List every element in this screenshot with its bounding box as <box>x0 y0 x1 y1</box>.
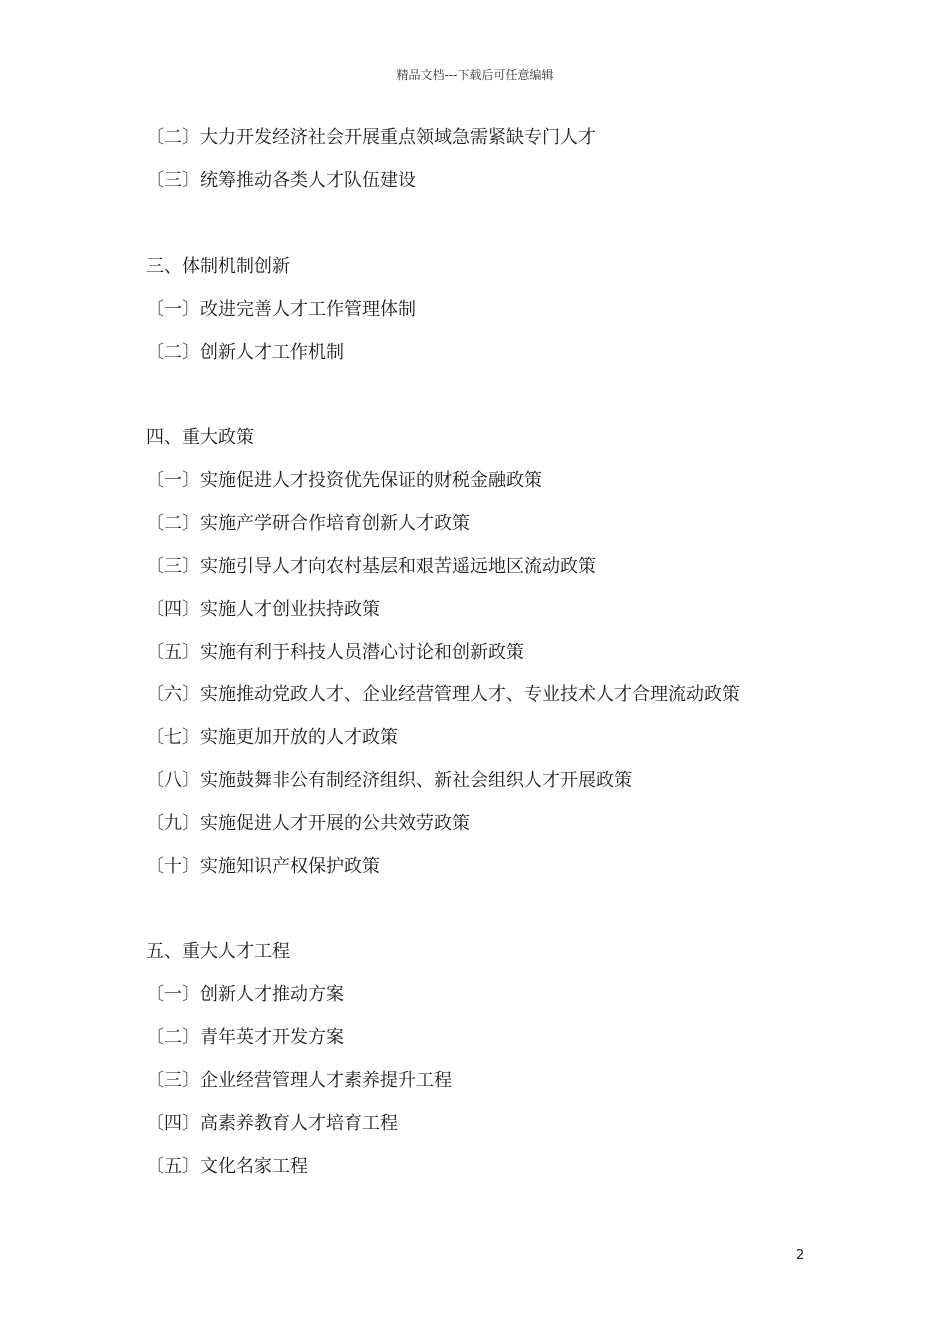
subsection-item: 〔二〕实施产学研合作培育创新人才政策 <box>146 513 470 534</box>
subsection-item: 〔四〕实施人才创业扶持政策 <box>146 599 380 620</box>
subsection-item: 〔一〕创新人才推动方案 <box>146 984 344 1005</box>
subsection-item: 〔六〕实施推动党政人才、企业经营管理人才、专业技术人才合理流动政策 <box>146 684 740 705</box>
subsection-item: 〔十〕实施知识产权保护政策 <box>146 856 380 877</box>
subsection-item: 〔四〕高素养教育人才培育工程 <box>146 1113 398 1134</box>
subsection-item: 〔一〕实施促进人才投资优先保证的财税金融政策 <box>146 470 542 491</box>
subsection-item: 〔二〕创新人才工作机制 <box>146 342 344 363</box>
section-heading: 三、体制机制创新 <box>146 256 290 277</box>
section-heading: 五、重大人才工程 <box>146 941 290 962</box>
subsection-item: 〔三〕统筹推动各类人才队伍建设 <box>146 170 416 191</box>
subsection-item: 〔三〕实施引导人才向农村基层和艰苦遥远地区流动政策 <box>146 556 596 577</box>
subsection-item: 〔八〕实施鼓舞非公有制经济组织、新社会组织人才开展政策 <box>146 770 632 791</box>
section-heading: 四、重大政策 <box>146 427 254 448</box>
subsection-item: 〔五〕实施有利于科技人员潜心讨论和创新政策 <box>146 642 524 663</box>
subsection-item: 〔二〕大力开发经济社会开展重点领域急需紧缺专门人才 <box>146 127 596 148</box>
subsection-item: 〔七〕实施更加开放的人才政策 <box>146 727 398 748</box>
subsection-item: 〔五〕文化名家工程 <box>146 1156 308 1177</box>
subsection-item: 〔一〕改进完善人才工作管理体制 <box>146 299 416 320</box>
page-header: 精品文档---下载后可任意编辑 <box>396 68 554 82</box>
subsection-item: 〔三〕企业经营管理人才素养提升工程 <box>146 1070 452 1091</box>
page-number: 2 <box>796 1248 805 1263</box>
subsection-item: 〔二〕青年英才开发方案 <box>146 1027 344 1048</box>
subsection-item: 〔九〕实施促进人才开展的公共效劳政策 <box>146 813 470 834</box>
